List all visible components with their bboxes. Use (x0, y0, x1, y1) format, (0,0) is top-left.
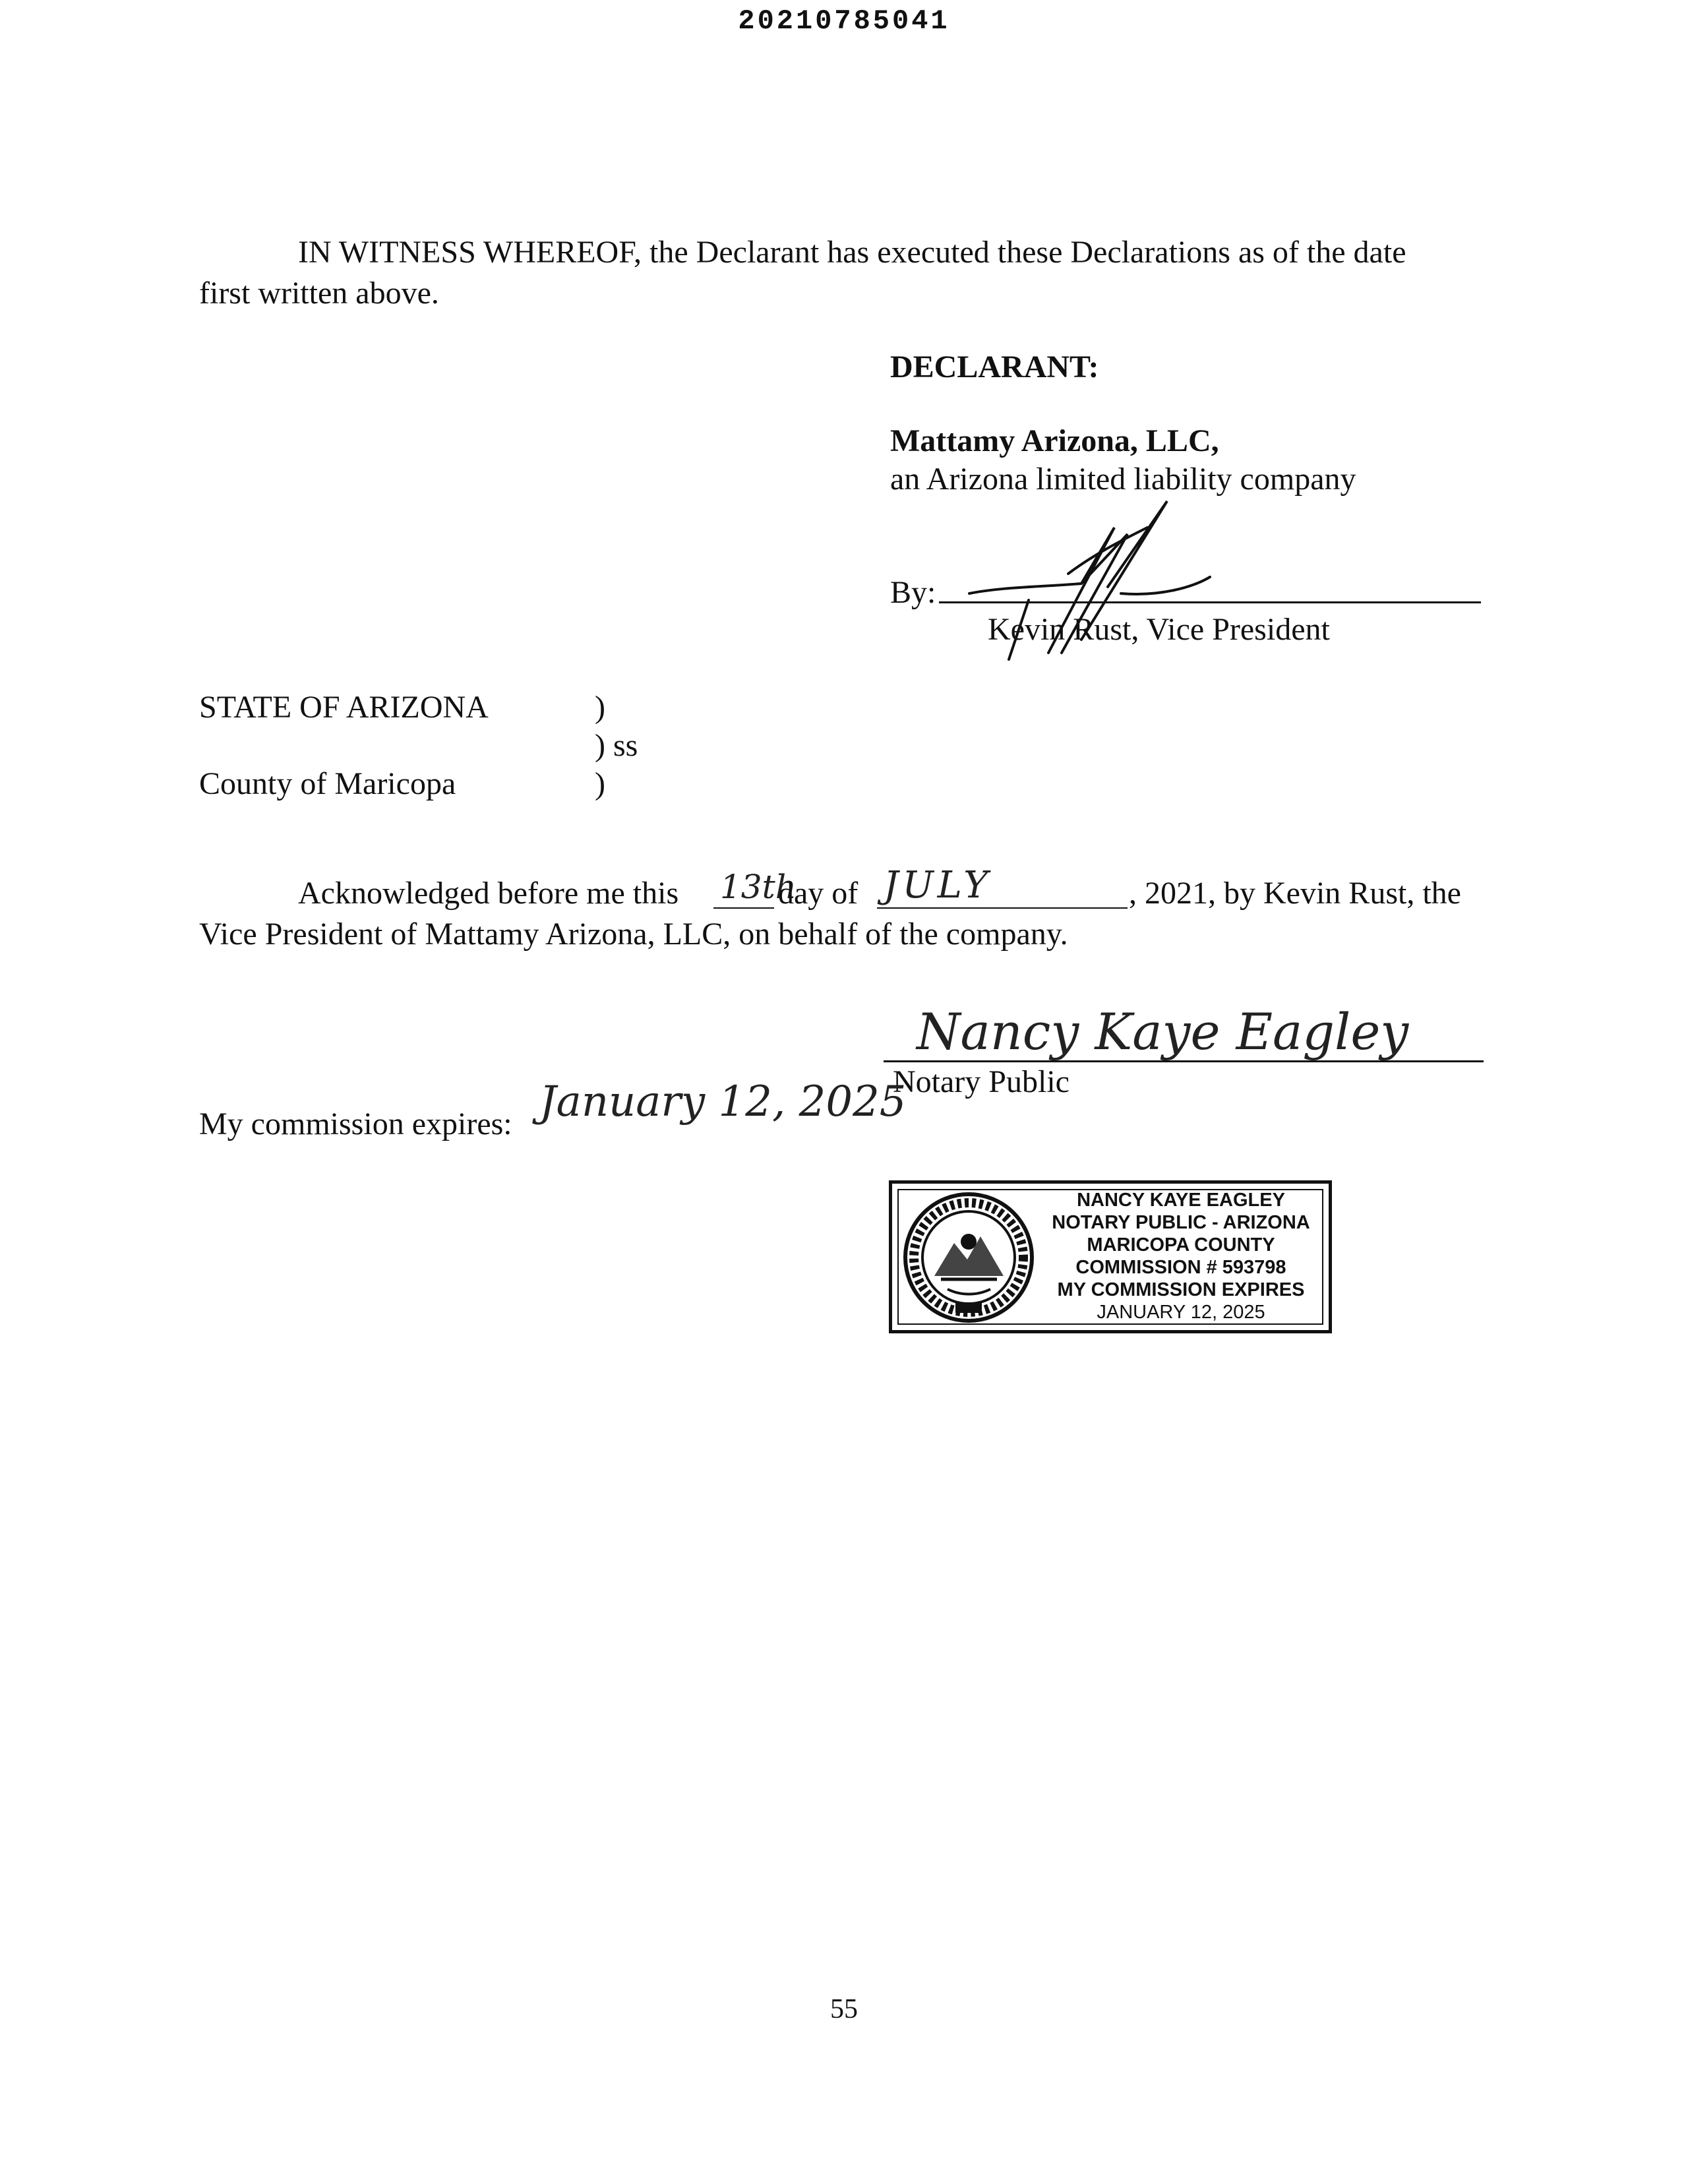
ack-part-2: day of (778, 876, 859, 911)
signer-name: Kevin Rust, Vice President (988, 612, 1330, 647)
ack-day-line (713, 907, 774, 909)
venue-ss: ) ss (595, 728, 638, 763)
declarant-company-type: an Arizona limited liability company (890, 462, 1356, 497)
stamp-line-name: NANCY KAYE EAGLEY (1077, 1190, 1285, 1211)
page-number: 55 (830, 1994, 858, 2024)
by-label: By: (890, 575, 936, 610)
venue-paren-1: ) (595, 690, 605, 725)
stamp-text (1042, 1189, 1319, 1323)
notary-signature-handwritten: Nancy Kaye Eagley (917, 1002, 1409, 1061)
ack-month-line (877, 907, 1128, 909)
stamp-line-commission: COMMISSION # 593798 (1075, 1257, 1286, 1278)
stamp-line-county: MARICOPA COUNTY (1087, 1234, 1275, 1256)
venue-state: STATE OF ARIZONA (199, 690, 489, 725)
ack-day-handwritten: 13th (720, 868, 797, 906)
notary-stamp (889, 1180, 1332, 1333)
stamp-line-title: NOTARY PUBLIC - ARIZONA (1052, 1212, 1310, 1233)
arizona-seal-icon (901, 1190, 1036, 1325)
witness-line-2: first written above. (199, 276, 439, 311)
notary-title: Notary Public (893, 1064, 1070, 1099)
venue-paren-2: ) (595, 766, 605, 801)
ack-line-2: Vice President of Mattamy Arizona, LLC, on behalf of the company. (199, 917, 1068, 952)
declarant-signature-scribble (950, 488, 1226, 673)
ack-part-1: Acknowledged before me this (298, 876, 679, 911)
witness-line-1: IN WITNESS WHEREOF, the Declarant has executed these Declarations as of the date (298, 235, 1406, 270)
commission-label: My commission expires: (199, 1107, 512, 1141)
commission-handwritten-date: January 12, 2025 (539, 1077, 907, 1126)
stamp-line-expires-label: MY COMMISSION EXPIRES (1057, 1279, 1305, 1300)
ack-part-3: , 2021, by Kevin Rust, the (1129, 876, 1461, 911)
document-number: 20210785041 (738, 5, 950, 37)
ack-month-handwritten: JULY (884, 864, 992, 907)
declarant-heading: DECLARANT: (890, 349, 1099, 384)
venue-county: County of Maricopa (199, 766, 456, 801)
stamp-line-expires-date: JANUARY 12, 2025 (1097, 1302, 1265, 1323)
declarant-company: Mattamy Arizona, LLC, (890, 423, 1219, 458)
